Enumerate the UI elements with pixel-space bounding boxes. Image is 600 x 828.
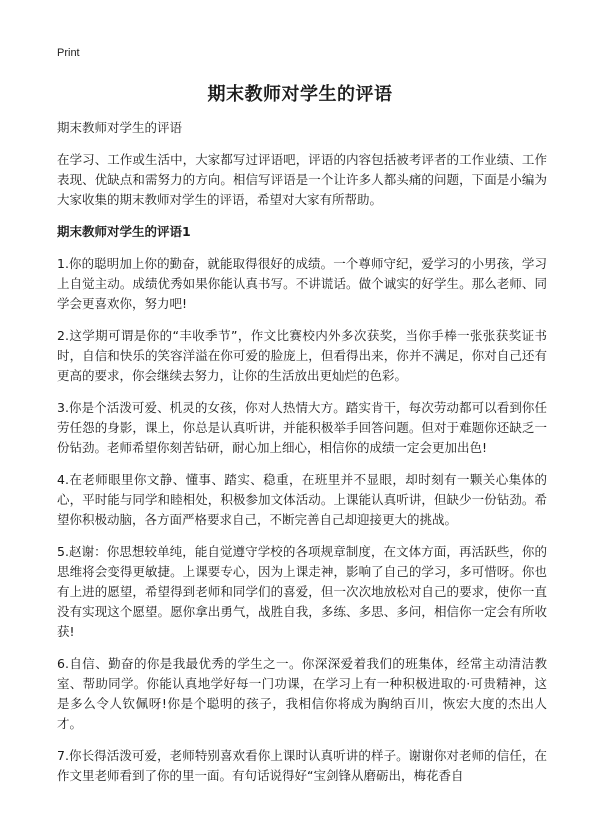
comment-paragraph: 4.在老师眼里你文静、懂事、踏实、稳重，在班里并不显眼，却时刻有一颗关心集体的心，平时能与同学和睦相处，积极参加文体活动。上课能认真听讲，但缺少一份钻劲。希望你积极动脑，各方面严格要求自己，不断完善自己却迎接更大的挑战。: [57, 472, 547, 527]
intro-paragraph: 在学习、工作或生活中，大家都写过评语吧，评语的内容包括被考评者的工作业绩、工作表现、优缺点和需努力的方向。相信写评语是一个让许多人都头痛的问题，下面是小编为大家收集的期末教师对学生的评语，希望对大家有所帮助。: [57, 152, 547, 207]
comment-paragraph: 2.这学期可谓是你的“丰收季节”，作文比赛校内外多次获奖，当你手棒一张张获奖证书时，自信和快乐的笑容洋溢在你可爱的脸庞上，但看得出来，你并不满足，你对自己还有更高的要求，你会继续去努力，让你的生活放出更灿烂的色彩。: [57, 328, 547, 383]
article-body: [57, 118, 547, 798]
comment-paragraph: 7.你长得活泼可爱，老师特别喜欢看你上课时认真听讲的样子。谢谢你对老师的信任，在作文里老师看到了你的里一面。有句话说得好“宝剑锋从磨砺出，梅花香自: [57, 748, 547, 783]
comment-paragraph: 3.你是个活泼可爱、机灵的女孩，你对人热情大方。踏实肯干，每次劳动都可以看到你任劳任怨的身影，课上，你总是认真听讲，并能积极举手回答问题。但对于难题你还缺乏一份钻劲。老师希望你刻苦钻研，耐心加上细心，相信你的成绩一定会更加出色!: [57, 400, 547, 455]
comment-paragraph: 6.自信、勤奋的你是我最优秀的学生之一。你深深爱着我们的班集体，经常主动清洁教室、帮助同学。你能认真地学好每一门功课，在学习上有一种积极进取的·可贵精神，这是多么令人钦佩呀!你是个聪明的孩子，我相信你将成为胸纳百川，恢宏大度的杰出人才。: [57, 656, 547, 731]
page-title: 期末教师对学生的评语: [207, 84, 393, 105]
article-subtitle: 期末教师对学生的评语: [57, 120, 183, 135]
section-heading: 期末教师对学生的评语1: [57, 224, 191, 239]
comment-paragraph: 1.你的聪明加上你的勤奋，就能取得很好的成绩。一个尊师守纪，爱学习的小男孩，学习上自觉主动。成绩优秀如果你能认真书写。不讲谎话。做个诚实的好学生。那么老师、同学会更喜欢你，努力吧!: [57, 256, 547, 311]
print-link[interactable]: Print: [57, 47, 80, 59]
comment-paragraph: 5.赵谢：你思想较单纯，能自觉遵守学校的各项规章制度，在文体方面，再活跃些，你的思维将会变得更敏捷。上课要专心，因为上课走神，影响了自己的学习，多可惜呀。你也有上进的愿望，希望得到老师和同学们的喜爱，但一次次地放松对自己的要求，使你一直没有实现这个愿望。愿你拿出勇气，战胜自我，多练、多思、多问，相信你一定会有所收获!: [57, 544, 547, 639]
